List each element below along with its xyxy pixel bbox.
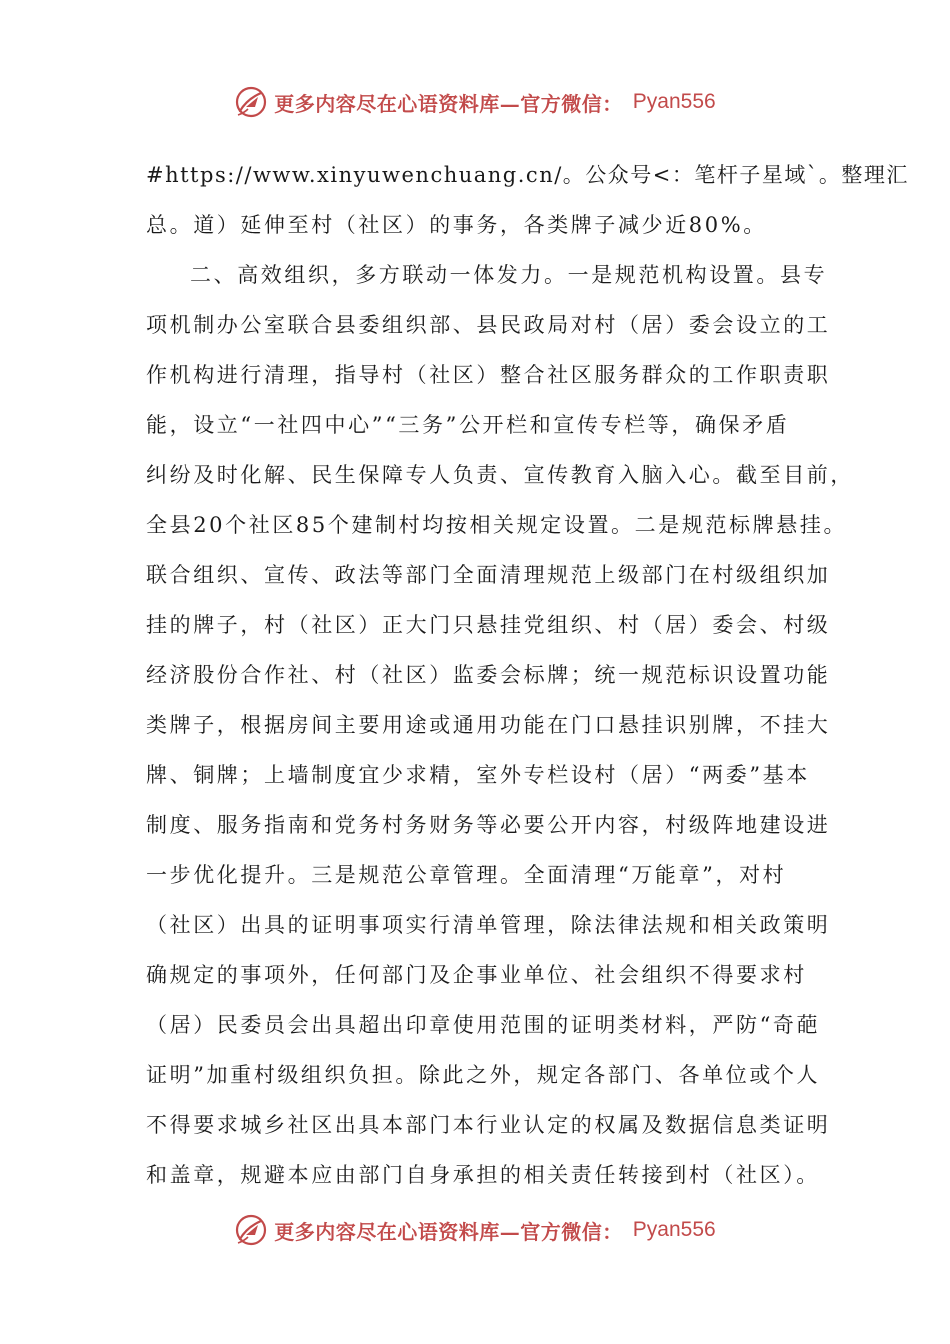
text-line: 确规定的事项外，任何部门及企事业单位、社会组织不得要求村 (146, 963, 807, 987)
text-line: 纠纷及时化解、民生保障专人负责、宣传教育入脑入心。截至目前， (146, 463, 854, 487)
text-line: 类牌子，根据房间主要用途或通用功能在门口悬挂识别牌，不挂大 (146, 713, 831, 737)
text-line: 联合组织、宣传、政法等部门全面清理规范上级部门在村级组织加 (146, 563, 831, 587)
text-line: 经济股份合作社、村（社区）监委会标牌；统一规范标识设置功能 (146, 663, 831, 687)
text-line: 一步优化提升。三是规范公章管理。全面清理“万能章”，对村 (146, 863, 787, 887)
text-line: 证明”加重村级组织负担。除此之外，规定各部门、各单位或个人 (146, 1063, 821, 1087)
banner-text: 更多内容尽在心语资料库—官方微信： (274, 1219, 623, 1244)
text-line: 不得要求城乡社区出具本部门本行业认定的权属及数据信息类证明 (146, 1113, 831, 1137)
banner-text: 更多内容尽在心语资料库—官方微信： (274, 91, 623, 116)
text-line: 总。道）延伸至村（社区）的事务，各类牌子减少近80%。 (146, 213, 767, 237)
document-body (146, 150, 909, 1200)
text-line: #https://www.xinyuwenchuang.cn/。公众号<：笔杆子星域`。整理汇 (146, 163, 909, 187)
pen-logo-icon (234, 1213, 268, 1247)
footer-banner (0, 1208, 950, 1252)
wechat-id: Pyan556 (632, 90, 716, 113)
footer-banner-content (234, 1213, 715, 1247)
text-line: （社区）出具的证明事项实行清单管理，除法律法规和相关政策明 (146, 913, 831, 937)
text-line: （居）民委员会出具超出印章使用范围的证明类材料，严防“奇葩 (146, 1013, 821, 1037)
header-banner-content (234, 85, 715, 119)
pen-logo-icon (234, 85, 268, 119)
text-line: 作机构进行清理，指导村（社区）整合社区服务群众的工作职责职 (146, 363, 831, 387)
text-line: 能，设立“一社四中心”“三务”公开栏和宣传专栏等，确保矛盾 (146, 413, 790, 437)
wechat-id: Pyan556 (632, 1218, 716, 1241)
text-line: 制度、服务指南和党务村务财务等必要公开内容，村级阵地建设进 (146, 813, 831, 837)
text-line: 挂的牌子，村（社区）正大门只悬挂党组织、村（居）委会、村级 (146, 613, 831, 637)
text-line: 和盖章，规避本应由部门自身承担的相关责任转接到村（社区）。 (146, 1163, 820, 1187)
text-line: 项机制办公室联合县委组织部、县民政局对村（居）委会设立的工 (146, 313, 831, 337)
header-banner (0, 80, 950, 124)
text-line: 牌、铜牌；上墙制度宜少求精，室外专栏设村（居）“两委”基本 (146, 763, 810, 787)
paragraph-start-line: 二、高效组织，多方联动一体发力。一是规范机构设置。县专 (190, 263, 828, 287)
text-line: 全县20个社区85个建制村均按相关规定设置。二是规范标牌悬挂。 (146, 513, 848, 537)
